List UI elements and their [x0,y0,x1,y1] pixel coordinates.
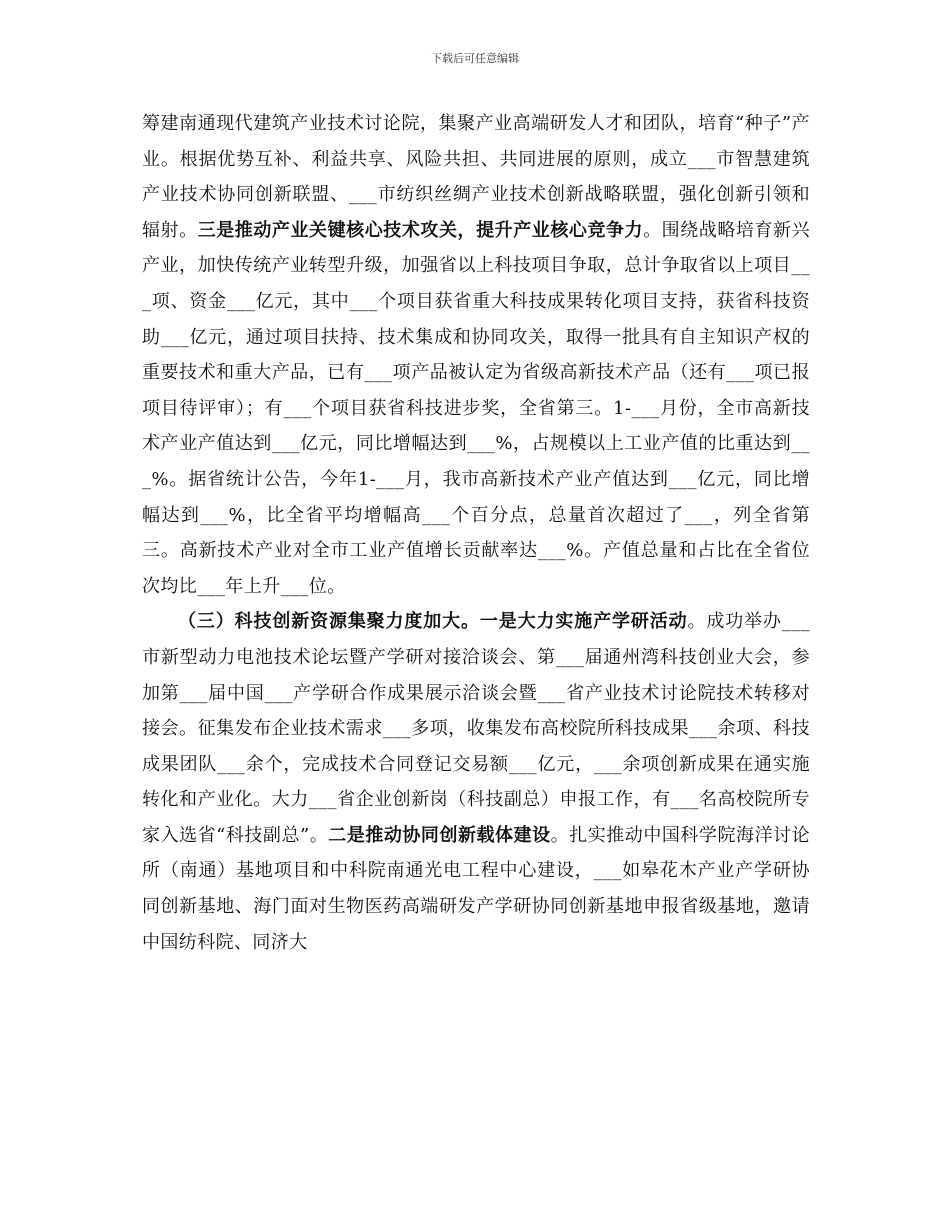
bold-heading: （三）科技创新资源集聚力度加大。一是大力实施产学研活动 [178,611,688,633]
bold-heading: 三是推动产业关键核心技术攻关，提升产业核心竞争力 [197,219,644,241]
paragraph-text: 。成功举办___市新型动力电池技术论坛暨产学研对接洽谈会、第___届通州湾科技创业大会，参加第___届中国___产学研合作成果展示洽谈会暨___省产业技术讨论院技术转移对接会。征集发布企业技术需求___多项，收集发布高校院所科技成果___余项、科技成果团队___余个，完成技术合同登记交易额___亿元，___余项创新成果在通实施转化和产业化。大力___省企业创新岗（科技副总）申报工作，有___名高校院所专家入选省“科技副总”。 [142,611,810,846]
document-body [142,106,810,960]
paragraph-text: 。扎实推动中国科学院海洋讨论所（南通）基地项目和中科院南通光电工程中心建设，___如皋花木产业产学研协同创新基地、海门面对生物医药高端研发产学研协同创新基地申报省级基地，邀请中国纺科院、同济大 [142,824,810,953]
paragraph-text: 筹建南通现代建筑产业技术讨论院，集聚产业高端研发人才和团队，培育“种子”产业。根据优势互补、利益共享、风险共担、共同进展的原则，成立___市智慧建筑产业技术协同创新联盟、___市纺织丝绸产业技术创新战略联盟，强化创新引领和辐射。 [142,113,810,241]
bold-heading: 二是推动协同创新载体建设 [328,824,551,846]
page-header: 下载后可任意编辑 [431,52,519,65]
paragraph-2 [142,604,810,960]
paragraph-text: 。围绕战略培育新兴产业，加快传统产业转型升级，加强省以上科技项目争取，总计争取省以上项目___项、资金___亿元，其中___个项目获省重大科技成果转化项目支持，获省科技资助___亿元，通过项目扶持、技术集成和协同攻关，取得一批具有自主知识产权的重要技术和重大产品，已有___项产品被认定为省级高新技术产品（还有___项已报项目待评审）；有___个项目获省科技进步奖，全省第三。1-___月份，全市高新技术产业产值达到___亿元，同比增幅达到___%，占规模以上工业产值的比重达到___%。据省统计公告，今年1-___月，我市高新技术产业产值达到___亿元，同比增幅达到___%，比全省平均增幅高___个百分点，总量首次超过了___，列全省第三。高新技术产业对全市工业产值增长贡献率达___%。产值总量和占比在全省位次均比___年上升___位。 [142,219,810,597]
paragraph-1 [142,106,810,604]
